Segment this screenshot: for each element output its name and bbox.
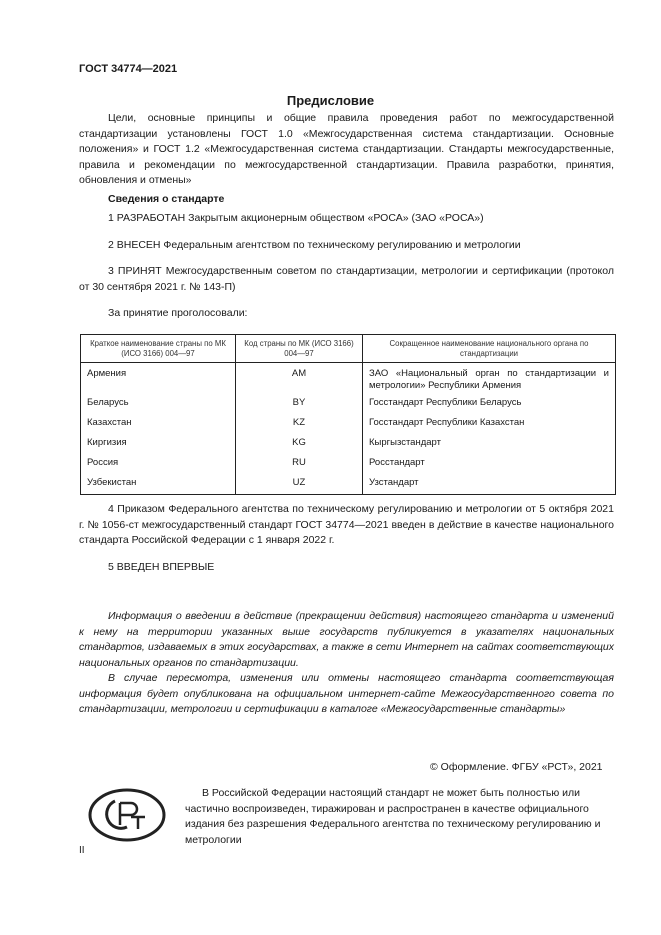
org-cell: Узстандарт — [363, 475, 616, 495]
item-adopted: 3 ПРИНЯТ Межгосударственным советом по стандартизации, метрологии и сертификации (протокол от 30 сентября 2021 г. № 143-П) — [79, 265, 614, 293]
code-cell: AM — [236, 363, 363, 395]
voted-label: За принятие проголосовали: — [108, 307, 248, 319]
table-row — [81, 415, 616, 435]
country-cell: Армения — [81, 363, 236, 395]
org-cell: Росстандарт — [363, 455, 616, 475]
header-country-code: Код страны по МК (ИСО 3166) 004—97 — [236, 335, 363, 363]
item-first-introduced: 5 ВВЕДЕН ВПЕРВЫЕ — [108, 561, 215, 573]
header-national-body: Сокращенное наименование национального органа по стандартизации — [363, 335, 616, 363]
org-cell: ЗАО «Национальный орган по стандартизации и метрологии» Республики Армения — [363, 363, 616, 395]
page-number: II — [79, 845, 85, 856]
item-developed: 1 РАЗРАБОТАН Закрытым акционерным обществом «РОСА» (ЗАО «РОСА») — [108, 212, 484, 224]
table-row — [81, 395, 616, 415]
country-cell: Россия — [81, 455, 236, 475]
table-row — [81, 363, 616, 395]
country-cell: Киргизия — [81, 435, 236, 455]
voting-countries-table — [80, 334, 616, 495]
item-enacted: 4 Приказом Федерального агентства по техническому регулированию и метрологии от 5 октября 2021 г. № 1056-ст межгосударственный стандарт ГОСТ 34774—2021 введен в действие в качестве национального стандарта Российской Федерации с 1 января 2022 г. — [79, 503, 614, 546]
item-submitted: 2 ВНЕСЕН Федеральным агентством по техническому регулированию и метрологии — [108, 239, 521, 251]
country-cell: Беларусь — [81, 395, 236, 415]
org-cell: Госстандарт Республики Казахстан — [363, 415, 616, 435]
document-code-header: ГОСТ 34774—2021 — [79, 63, 178, 75]
code-cell: KG — [236, 435, 363, 455]
intro-paragraph: Цели, основные принципы и общие правила проведения работ по межгосударственной стандартизации установлены ГОСТ 1.0 «Межгосударственная система стандартизации. Основные положения» и ГОСТ 1.2 «Межгосударственная система стандартизации. Стандарты межгосударственные, правила и рекомендации по межгосударственной стандартизации. Правила разработки, принятия, обновления и отмены» — [79, 112, 614, 186]
reproduction-notice: В Российской Федерации настоящий стандарт не может быть полностью или частично воспроизведен, тиражирован и распространен в качестве официального издания без разрешения Федерального агентства по техническому регулированию и метрологии — [185, 787, 601, 846]
table-header-row — [81, 335, 616, 363]
info-paragraph-publication: Информация о введении в действие (прекращении действия) настоящего стандарта и изменений к нему на территории указанных выше государств публикуется в указателях национальных стандартов, издаваемых в этих государствах, а также в сети Интернет на сайтах соответствующих национальных органов по стандартизации. — [79, 610, 614, 669]
org-cell: Госстандарт Республики Беларусь — [363, 395, 616, 415]
table-row — [81, 455, 616, 475]
org-cell: Кыргызстандарт — [363, 435, 616, 455]
country-cell: Узбекистан — [81, 475, 236, 495]
standard-info-title: Сведения о стандарте — [108, 193, 225, 205]
rst-logo-icon — [87, 787, 167, 848]
header-country-name: Краткое наименование страны по МК (ИСО 3166) 004—97 — [81, 335, 236, 363]
code-cell: UZ — [236, 475, 363, 495]
country-cell: Казахстан — [81, 415, 236, 435]
code-cell: KZ — [236, 415, 363, 435]
page-title: Предисловие — [286, 93, 375, 108]
copyright-line: © Оформление. ФГБУ «РСТ», 2021 — [430, 761, 603, 773]
code-cell: BY — [236, 395, 363, 415]
table-row — [81, 475, 616, 495]
table-row — [81, 435, 616, 455]
info-paragraph-revision: В случае пересмотра, изменения или отмены настоящего стандарта соответствующая информация будет опубликована на официальном интернет-сайте Межгосударственного совета по стандартизации, метрологии и сертификации в каталоге «Межгосударственные стандарты» — [79, 672, 614, 715]
code-cell: RU — [236, 455, 363, 475]
